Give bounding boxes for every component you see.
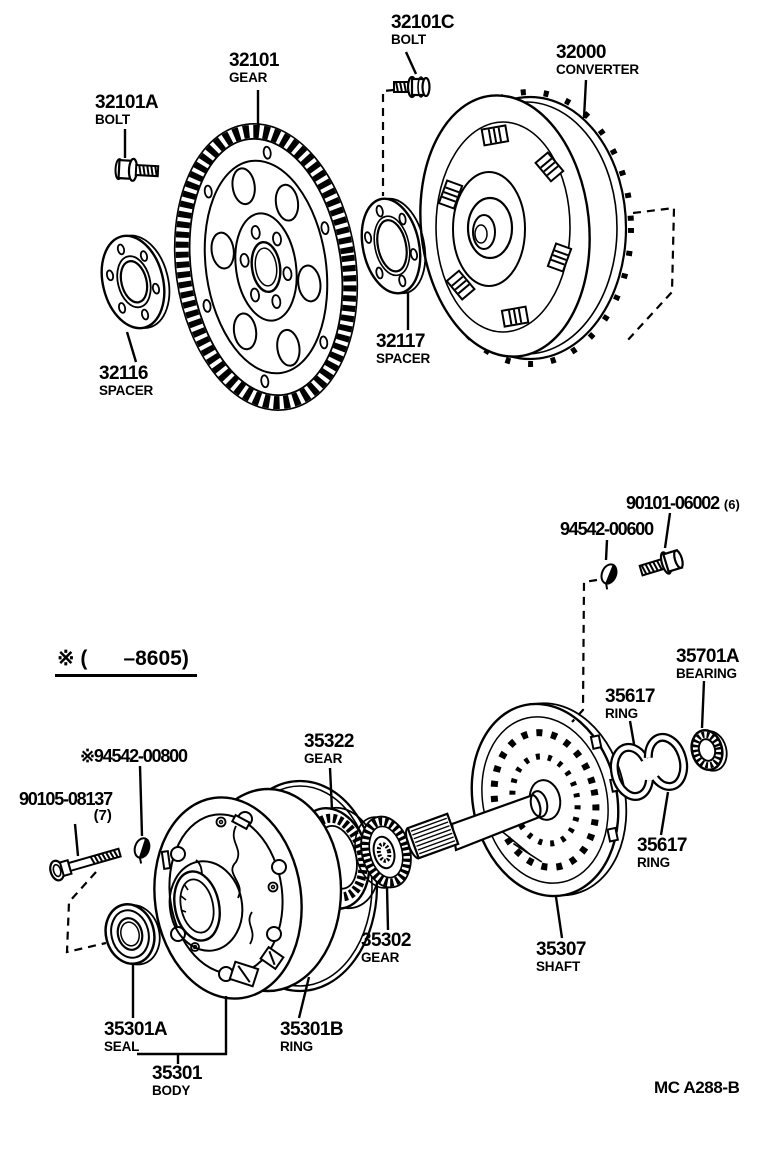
part-label-94542-00800 bbox=[80, 747, 187, 765]
part-name: SHAFT bbox=[536, 959, 580, 975]
part-number: 32000 bbox=[556, 42, 606, 63]
part-name: RING bbox=[605, 706, 638, 722]
part-label-32101a bbox=[95, 93, 158, 127]
bolt-32101c-drawing bbox=[394, 77, 430, 97]
part-label-35307 bbox=[536, 940, 586, 974]
part-qty: (6) bbox=[723, 497, 740, 512]
spacer-32116-drawing bbox=[93, 228, 179, 336]
part-name: RING bbox=[637, 855, 670, 871]
part-number: 35301 bbox=[152, 1063, 202, 1084]
part-number: 35617 bbox=[605, 686, 655, 707]
note-prefix: ※ ( bbox=[57, 647, 88, 670]
part-name: GEAR bbox=[304, 751, 343, 767]
part-number: 94542-00600 bbox=[560, 519, 653, 539]
part-label-35322 bbox=[304, 732, 354, 766]
pump-body-35301-drawing bbox=[142, 788, 341, 1008]
plug-94542-00600-drawing bbox=[597, 562, 619, 590]
shaft-35307-drawing bbox=[403, 688, 644, 910]
bolt-90105-08137-drawing bbox=[48, 843, 122, 882]
part-label-32101c bbox=[391, 13, 454, 47]
part-qty: (7) bbox=[93, 807, 112, 825]
part-number: 32101A bbox=[95, 92, 158, 113]
part-label-35301b bbox=[280, 1020, 343, 1054]
part-number: 35301B bbox=[280, 1019, 343, 1040]
part-number: 35301A bbox=[104, 1019, 167, 1040]
part-number: 32116 bbox=[99, 363, 148, 384]
drive-plate-gear-drawing bbox=[157, 112, 375, 422]
bolt-90101-06002-drawing bbox=[638, 548, 685, 581]
part-number: 35701A bbox=[676, 646, 739, 667]
part-number: 90101-06002 bbox=[626, 493, 719, 513]
converter-drawing bbox=[408, 87, 631, 365]
bolt-32101a-drawing bbox=[115, 158, 159, 182]
part-label-35301 bbox=[152, 1064, 202, 1098]
part-name: SPACER bbox=[376, 351, 431, 367]
part-number: 35307 bbox=[536, 939, 586, 960]
part-label-35617-lower bbox=[637, 836, 687, 870]
part-name: GEAR bbox=[361, 950, 400, 966]
part-name: CONVERTER bbox=[556, 62, 639, 78]
part-name: BODY bbox=[152, 1083, 191, 1099]
part-label-32000 bbox=[556, 43, 639, 77]
part-label-90101-06002 bbox=[626, 494, 740, 512]
part-number: 35617 bbox=[637, 835, 687, 856]
note-range: –8605) bbox=[123, 647, 189, 670]
part-label-35701a bbox=[676, 647, 739, 681]
part-name: SEAL bbox=[104, 1039, 140, 1055]
part-name: GEAR bbox=[229, 70, 268, 86]
plug-94542-00800-drawing bbox=[131, 836, 152, 864]
part-name: BEARING bbox=[676, 666, 737, 682]
part-label-35617-upper bbox=[605, 687, 655, 721]
part-label-35302 bbox=[361, 931, 411, 965]
drawing-code: MC A288-B bbox=[654, 1078, 740, 1097]
part-label-90105-08137 bbox=[19, 790, 112, 824]
part-number: 35322 bbox=[304, 731, 354, 752]
part-name: BOLT bbox=[391, 32, 426, 48]
part-number: 35302 bbox=[361, 930, 411, 951]
part-number: 32117 bbox=[376, 331, 425, 352]
part-name: SPACER bbox=[99, 383, 154, 399]
part-number: ※94542-00800 bbox=[80, 746, 187, 766]
part-name: BOLT bbox=[95, 112, 130, 128]
applicability-note bbox=[55, 646, 197, 677]
part-name: RING bbox=[280, 1039, 313, 1055]
bearing-35701a-drawing bbox=[688, 726, 731, 775]
part-number: 90105-08137 bbox=[19, 789, 112, 809]
part-label-94542-00600 bbox=[560, 520, 653, 538]
part-number: 32101 bbox=[229, 50, 279, 71]
part-label-35301a bbox=[104, 1020, 167, 1054]
part-label-32116 bbox=[99, 364, 153, 398]
part-label-32117 bbox=[376, 332, 430, 366]
part-label-32101 bbox=[229, 51, 279, 85]
part-number: 32101C bbox=[391, 12, 454, 33]
